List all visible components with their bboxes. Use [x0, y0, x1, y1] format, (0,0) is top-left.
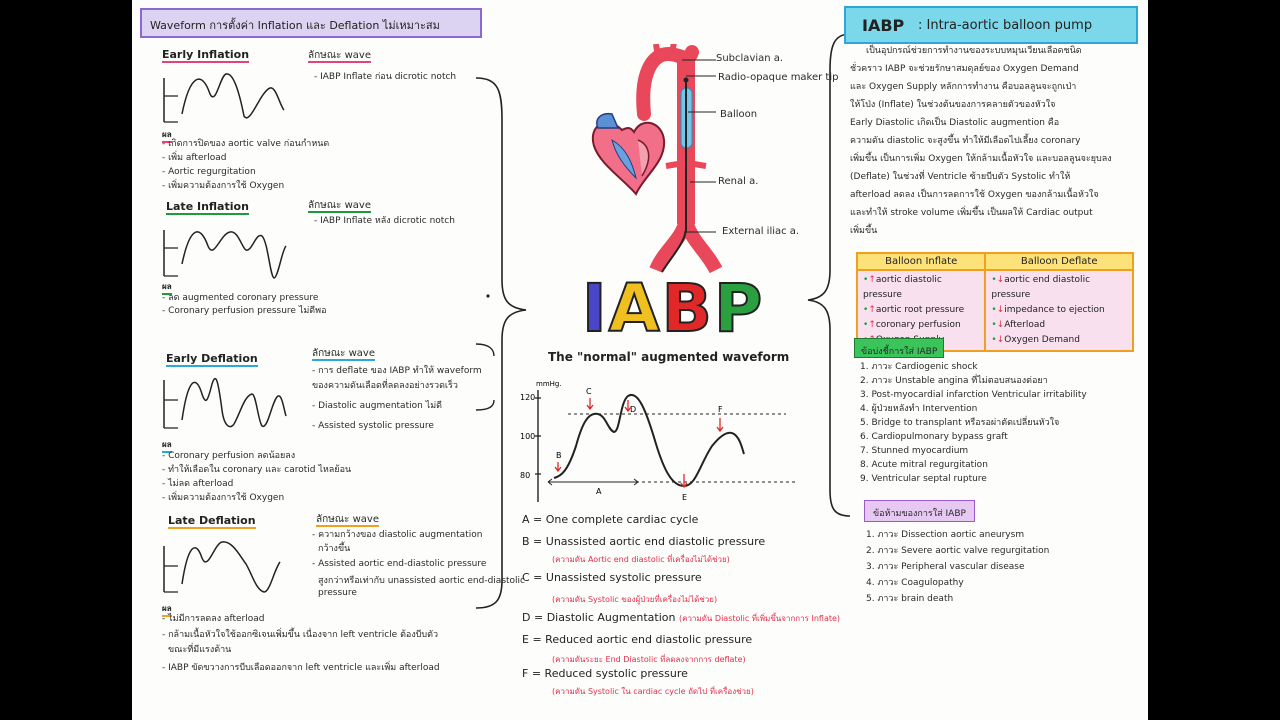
point-f: F: [718, 405, 723, 414]
contraindication-2: 2. ภาวะ Severe aortic valve regurgitation: [866, 546, 1050, 556]
intro-line-7: เพิ่มขึ้น เป็นการเพิ่ม Oxygen ให้กล้ามเนื้อหัวใจ และบอลลูนจะยุบลง: [850, 154, 1112, 164]
inflate-item-1: •↑aortic diastolic pressure: [863, 275, 942, 300]
early-inflation-waveform: [160, 66, 290, 126]
late-deflation-wave-desc-4: สูงกว่าหรือเท่ากับ unassisted aortic end-diastolic: [318, 576, 525, 586]
late-inflation-effect-2: - Coronary perfusion pressure ไม่ดีพอ: [162, 306, 327, 316]
late-deflation-effect-2: - กล้ามเนื้อหัวใจใช้ออกซิเจนเพิ่มขึ้น เนื่องจาก left ventricle ต้องบีบตัว: [162, 630, 439, 640]
late-deflation-effect-4: - IABP ขัดขวางการบีบเลือดออกจาก left ventricle และเพิ่ม afterload: [162, 663, 440, 673]
legend-e: E = Reduced aortic end diastolic pressure: [522, 633, 753, 646]
intro-line-3: และ Oxygen Supply หลักการทำงาน คือบอลลูนจะถูกเป่า: [850, 82, 1077, 92]
contraindications-list: [866, 530, 1136, 610]
late-deflation-wave-desc-2: กว้างขึ้น: [318, 544, 351, 554]
early-deflation-wave-desc-4: - Assisted systolic pressure: [312, 421, 434, 431]
indications-list: [860, 362, 1140, 492]
indication-2: 2. ภาวะ Unstable angina ที่ไม่ตอบสนองต่อยา: [860, 376, 1048, 386]
late-inflation-wave-desc-1: - IABP Inflate หลัง dicrotic notch: [314, 216, 455, 226]
early-inflation-effect-3: - Aortic regurgitation: [162, 167, 256, 177]
logo-letter-b: B: [661, 270, 714, 347]
point-e: E: [682, 493, 688, 502]
waveform-legend: [522, 513, 841, 714]
logo-letter-a: A: [608, 270, 662, 347]
indication-4: 4. ผู้ป่วยหลังทำ Intervention: [860, 404, 978, 414]
point-a: A: [596, 487, 602, 496]
late-deflation-wave-desc-1: - ความกว้างของ diastolic augmentation: [312, 530, 483, 540]
legend-b-note: (ความดัน Aortic end diastolic ที่เครื่องไม่ได้ช่วย): [552, 555, 730, 564]
legend-b-letter: B: [522, 535, 530, 548]
intro-line-8: (Deflate) ในช่วงที่ Ventricle ซ้ายบีบตัว Systolic ทำให้: [850, 172, 1071, 182]
late-deflation-wave-desc-5: pressure: [318, 588, 357, 598]
contra-title: ข้อห้ามของการใส่ IABP: [873, 509, 966, 519]
legend-e-note: (ความดันระยะ End Diastolic ที่ลดลงจากการ deflate): [552, 655, 746, 664]
contraindication-1: 1. ภาวะ Dissection aortic aneurysm: [866, 530, 1025, 540]
label-external-iliac: External iliac a.: [722, 226, 800, 237]
contraindication-3: 3. ภาวะ Peripheral vascular disease: [866, 562, 1025, 572]
late-deflation-waveform: [160, 534, 290, 598]
table-header-deflate: Balloon Deflate: [985, 253, 1133, 270]
legend-e-text: Reduced aortic end diastolic pressure: [545, 633, 753, 646]
early-inflation-wave-label: ลักษณะ wave: [308, 50, 371, 61]
intro-line-10: และทำให้ stroke volume เพิ่มขึ้น เป็นผลให้ Cardiac output: [850, 208, 1093, 218]
early-deflation-wave-desc-1: - การ deflate ของ IABP ทำให้ waveform: [312, 366, 482, 376]
infographic-sheet: [132, 0, 1148, 720]
early-deflation-wave-desc-2: ของความดันเลือดที่ลดลงอย่างรวดเร็ว: [312, 381, 458, 391]
early-deflation-effect-1: - Coronary perfusion ลดน้อยลง: [162, 451, 296, 461]
legend-c-text: Unassisted systolic pressure: [545, 571, 702, 584]
early-inflation-effect-label: ผล: [162, 128, 172, 143]
late-deflation-wave-label: ลักษณะ wave: [316, 514, 379, 525]
indications-title: ข้อบ่งชี้การใส่ IABP: [861, 347, 938, 357]
legend-d-note: (ความดัน Diastolic ที่เพิ่มขึ้นจากการ Inflate): [678, 614, 841, 623]
right-title-full: : Intra-aortic balloon pump: [918, 18, 1093, 33]
iabp-logo: [582, 270, 764, 347]
intro-line-4: ให้โป่ง (Inflate) ในช่วงต้นของการคลายตัวของหัวใจ: [850, 100, 1056, 110]
indications-heading-box: [854, 338, 944, 358]
legend-d-text: Diastolic Augmentation: [546, 611, 676, 624]
early-deflation-effect-label: ผล: [162, 438, 172, 453]
left-banner-title: Waveform การตั้งค่า Inflation และ Deflation ไม่เหมาะสม: [150, 19, 440, 32]
right-brace: [804, 30, 854, 520]
deflate-item-4: •↓Oxygen Demand: [991, 335, 1080, 345]
right-banner: [844, 6, 1138, 44]
y-unit: mmHg.: [536, 380, 562, 388]
early-deflation-wave-label: ลักษณะ wave: [312, 348, 375, 359]
contraindication-4: 4. ภาวะ Coagulopathy: [866, 578, 964, 588]
late-inflation-wave-label: ลักษณะ wave: [308, 200, 371, 211]
y-tick-120: 120: [520, 393, 536, 402]
contraindication-5: 5. ภาวะ brain death: [866, 594, 954, 604]
early-inflation-effect-1: - เกิดการปิดของ aortic valve ก่อนกำหนด: [162, 139, 330, 149]
point-d: D: [630, 405, 637, 414]
augmented-waveform: [508, 374, 798, 504]
indication-1: 1. ภาวะ Cardiogenic shock: [860, 362, 978, 372]
table-header-inflate: Balloon Inflate: [857, 253, 985, 270]
intro-line-9: afterload ลดลง เป็นการลดการใช้ Oxygen ของกล้ามเนื้อหัวใจ: [850, 190, 1099, 200]
late-deflation-effect-label: ผล: [162, 602, 172, 617]
late-deflation-wave-desc-3: - Assisted aortic end-diastolic pressure: [312, 559, 487, 569]
early-deflation-effect-4: - เพิ่มความต้องการใช้ Oxygen: [162, 493, 285, 503]
point-c: C: [586, 387, 592, 396]
waveform-title: The "normal" augmented waveform: [548, 350, 790, 364]
early-inflation-effect-2: - เพิ่ม afterload: [162, 153, 227, 163]
early-inflation-title: Early Inflation: [162, 48, 250, 61]
deflate-item-1: •↓aortic end diastolic pressure: [991, 275, 1091, 300]
indication-6: 6. Cardiopulmonary bypass graft: [860, 432, 1008, 442]
early-deflation-waveform: [160, 370, 290, 434]
intro-line-6: ความดัน diastolic จะสูงขึ้น ทำให้มีเลือดไปเลี้ยง coronary: [850, 136, 1081, 146]
legend-d: D = Diastolic Augmentation (ความดัน Diastolic ที่เพิ่มขึ้นจากการ Inflate): [522, 611, 841, 624]
label-balloon: Balloon: [720, 109, 758, 120]
early-inflation-wave-desc-1: - IABP Inflate ก่อน dicrotic notch: [314, 72, 457, 82]
right-title-abbr: IABP: [862, 16, 905, 35]
label-leader-lines: [680, 56, 720, 236]
early-deflation-title: Early Deflation: [166, 352, 258, 365]
legend-a: A = One complete cardiac cycle: [522, 513, 699, 526]
legend-c-note: (ความดัน Systolic ของผู้ป่วยที่เครื่องไม่ได้ช่วย): [552, 595, 718, 604]
deflate-item-2: •↓impedance to ejection: [991, 305, 1105, 315]
legend-f: F = Reduced systolic pressure: [522, 667, 688, 680]
legend-a-text: One complete cardiac cycle: [545, 513, 699, 526]
contra-heading-box: [864, 500, 975, 522]
indication-8: 8. Acute mitral regurgitation: [860, 460, 988, 470]
late-inflation-waveform: [160, 220, 290, 282]
legend-c: C = Unassisted systolic pressure: [522, 571, 702, 584]
legend-b: B = Unassisted aortic end diastolic pressure: [522, 535, 766, 548]
label-renal: Renal a.: [718, 176, 759, 187]
inflate-item-2: •↑aortic root pressure: [863, 305, 965, 315]
intro-line-1: เป็นอุปกรณ์ช่วยการทำงานของระบบหมุนเวียนเลือดชนิด: [866, 46, 1082, 56]
early-deflation-wave-desc-3: - Diastolic augmentation ไม่ดี: [312, 401, 442, 411]
early-deflation-effect-3: - ไม่ลด afterload: [162, 479, 234, 489]
legend-d-letter: D: [522, 611, 531, 624]
indication-5: 5. Bridge to transplant หรือรอผ่าตัดเปลี่ยนหัวใจ: [860, 418, 1060, 428]
legend-c-letter: C: [522, 571, 530, 584]
legend-b-text: Unassisted aortic end diastolic pressure: [545, 535, 766, 548]
inflate-item-3: •↑coronary perfusion: [863, 320, 961, 330]
balloon-effects-table: [856, 252, 1134, 352]
early-inflation-effect-4: - เพิ่มความต้องการใช้ Oxygen: [162, 181, 285, 191]
label-subclavian: Subclavian a.: [716, 53, 784, 64]
logo-letter-p: P: [713, 270, 765, 347]
intro-line-2: ชั่วคราว IABP จะช่วยรักษาสมดุลย์ของ Oxygen Demand: [850, 64, 1079, 74]
y-tick-100: 100: [520, 432, 536, 441]
late-deflation-title: Late Deflation: [168, 514, 256, 527]
indication-9: 9. Ventricular septal rupture: [860, 474, 987, 484]
indication-3: 3. Post-myocardial infarction Ventricular irritability: [860, 390, 1087, 400]
deflate-cell: [985, 270, 1133, 351]
intro-line-11: เพิ่มขึ้น: [850, 226, 878, 236]
logo-letter-i: I: [582, 270, 609, 347]
late-inflation-effect-label: ผล: [162, 280, 172, 295]
legend-f-letter: F: [522, 667, 529, 680]
late-inflation-effect-1: - ลด augmented coronary pressure: [162, 293, 319, 303]
point-b: B: [556, 451, 562, 460]
late-inflation-title: Late Inflation: [166, 200, 249, 213]
intro-line-5: Early Diastolic เกิดเป็น Diastolic augmention คือ: [850, 118, 1060, 128]
y-tick-80: 80: [520, 471, 531, 480]
legend-f-text: Reduced systolic pressure: [544, 667, 688, 680]
late-deflation-effect-1: - ไม่มีการลดลง afterload: [162, 614, 265, 624]
label-radio-opaque-tip: Radio-opaque maker tip: [718, 72, 839, 83]
left-banner: [140, 8, 482, 38]
legend-f-note: (ความดัน Systolic ใน cardiac cycle ถัดไป ที่เครื่องช่วย): [552, 687, 754, 696]
indication-7: 7. Stunned myocardium: [860, 446, 969, 456]
legend-a-letter: A: [522, 513, 530, 526]
early-deflation-effect-2: - ทำให้เลือดใน coronary และ carotid ไหลย้อน: [162, 465, 352, 475]
deflate-item-3: •↓Afterload: [991, 320, 1046, 330]
legend-e-letter: E: [522, 633, 529, 646]
late-deflation-effect-3: ขณะที่มีแรงต้าน: [168, 645, 232, 655]
